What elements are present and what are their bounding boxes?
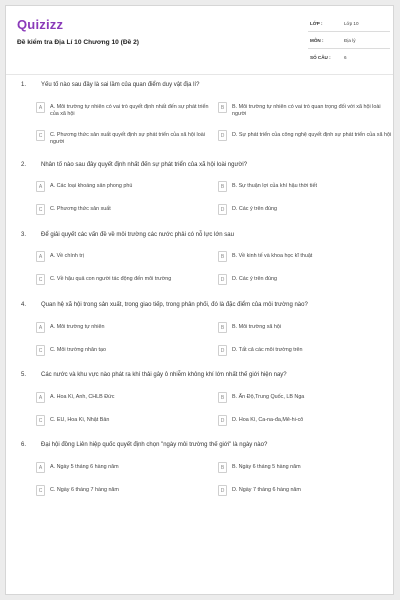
- option-text: D. Các ý trên đúng: [232, 206, 277, 212]
- meta-class-row: [308, 15, 390, 32]
- question-number: 1.: [21, 82, 27, 88]
- option-letter-box: D: [218, 415, 227, 426]
- meta-count-label: SỐ CÂU :: [310, 55, 331, 60]
- meta-count-value: 6: [344, 55, 347, 60]
- option-letter-box: A: [36, 322, 45, 333]
- option-letter-box: C: [36, 130, 45, 141]
- option-letter-box: D: [218, 130, 227, 141]
- meta-class-label: LỚP :: [310, 21, 323, 26]
- option-letter-box: A: [36, 392, 45, 403]
- meta-subject-value: Địa lý: [344, 38, 356, 43]
- option-letter-box: B: [218, 392, 227, 403]
- option-text: B. Ngày 6 tháng 5 hàng năm: [232, 464, 301, 470]
- question-number: 6.: [21, 442, 27, 448]
- worksheet-title: Đề kiểm tra Địa Lí 10 Chương 10 (Đề 2): [17, 39, 139, 46]
- option-letter-box: A: [36, 102, 45, 113]
- option-letter-box: C: [36, 485, 45, 496]
- question-text: Đại hội đồng Liên hiệp quốc quyết định chọn "ngày môi trường thế giới" là ngày nào?: [41, 442, 268, 448]
- option-text: C. Về hậu quả con người tác động đến môi trường: [50, 276, 172, 282]
- option-text: B. Ấn Độ,Trung Quốc, LB Nga: [232, 394, 305, 400]
- option-text: A. Môi trường tự nhiên có vai trò quyết định nhất đến sự phát triển của xã hội: [50, 104, 209, 117]
- option-letter-box: A: [36, 181, 45, 192]
- option-letter-box: A: [36, 251, 45, 262]
- header-divider: [6, 74, 393, 75]
- question-number: 3.: [21, 232, 27, 238]
- option-text: B. Môi trường xã hội: [232, 324, 282, 330]
- option-letter-box: B: [218, 322, 227, 333]
- option-text: A. Các loại khoáng sản phong phú: [50, 183, 133, 189]
- option-letter-box: C: [36, 415, 45, 426]
- question-number: 5.: [21, 372, 27, 378]
- question-text: Quan hệ xã hội trong sản xuất, trong giao tiếp, trong phân phối, đó là đặc điểm của môi trường nào?: [41, 302, 308, 308]
- option-text: D. Ngày 7 tháng 6 hàng năm: [232, 487, 301, 493]
- question-text: Yếu tố nào sau đây là sai lầm của quan điểm duy vật địa lí?: [41, 82, 200, 88]
- question-text: Nhân tố nào sau đây quyết định nhất đến sự phát triển của xã hội loài người?: [41, 162, 248, 168]
- option-letter-box: C: [36, 274, 45, 285]
- option-text: A. Ngày 5 tháng 6 hàng năm: [50, 464, 119, 470]
- option-text: B. Sự thuận lợi của khí hậu thời tiết: [232, 183, 317, 189]
- option-text: D. Sự phát triển của công nghệ quyết định sự phát triển của xã hội: [232, 132, 392, 138]
- option-text: C. Phương thức sản xuất: [50, 206, 111, 212]
- option-letter-box: B: [218, 251, 227, 262]
- question-number: 2.: [21, 162, 27, 168]
- worksheet-header: [6, 6, 393, 72]
- option-text: B. Môi trường tự nhiên có vai trò quan trọng đối với xã hội loài người: [232, 104, 381, 117]
- worksheet-meta: [308, 15, 390, 65]
- question-text: Để giải quyết các vấn đề về môi trường các nước phải có nỗ lực lớn sau: [41, 232, 234, 238]
- option-text: B. Về kinh tế và khoa học kĩ thuật: [232, 253, 313, 259]
- option-text: C. EU, Hoa Kì, Nhật Bản: [50, 417, 110, 423]
- option-letter-box: B: [218, 102, 227, 113]
- option-letter-box: D: [218, 274, 227, 285]
- option-text: D. Các ý trên đúng: [232, 276, 277, 282]
- option-text: D. Hoa Kì, Ca-na-đa,Mê-hi-cô: [232, 417, 304, 423]
- meta-class-value: Lớp 10: [344, 21, 359, 26]
- option-letter-box: D: [218, 485, 227, 496]
- option-letter-box: D: [218, 204, 227, 215]
- meta-count-row: [308, 49, 390, 65]
- option-letter-box: C: [36, 345, 45, 356]
- question-text: Các nước và khu vực nào phát ra khí thải gây ô nhiễm không khí lớn nhất thế giới hiện nay?: [41, 372, 287, 378]
- option-letter-box: D: [218, 345, 227, 356]
- quizizz-logo[interactable]: Quizizz: [17, 17, 64, 32]
- meta-subject-label: MÔN :: [310, 38, 324, 43]
- question-number: 4.: [21, 302, 27, 308]
- option-text: C. Môi trường nhân tạo: [50, 347, 106, 353]
- option-text: C. Ngày 6 tháng 7 hàng năm: [50, 487, 119, 493]
- option-text: C. Phương thức sản xuất quyết định sự phát triển của xã hội loài người: [50, 132, 205, 145]
- option-text: A. Về chính trị: [50, 253, 84, 259]
- option-text: A. Môi trường tự nhiên: [50, 324, 105, 330]
- option-letter-box: A: [36, 462, 45, 473]
- meta-subject-row: [308, 32, 390, 49]
- option-text: A. Hoa Kì, Anh, CHLB Đức: [50, 394, 115, 400]
- option-text: D. Tất cả các môi trường trên: [232, 347, 303, 353]
- option-letter-box: B: [218, 181, 227, 192]
- option-letter-box: C: [36, 204, 45, 215]
- worksheet-page: [5, 5, 394, 595]
- option-letter-box: B: [218, 462, 227, 473]
